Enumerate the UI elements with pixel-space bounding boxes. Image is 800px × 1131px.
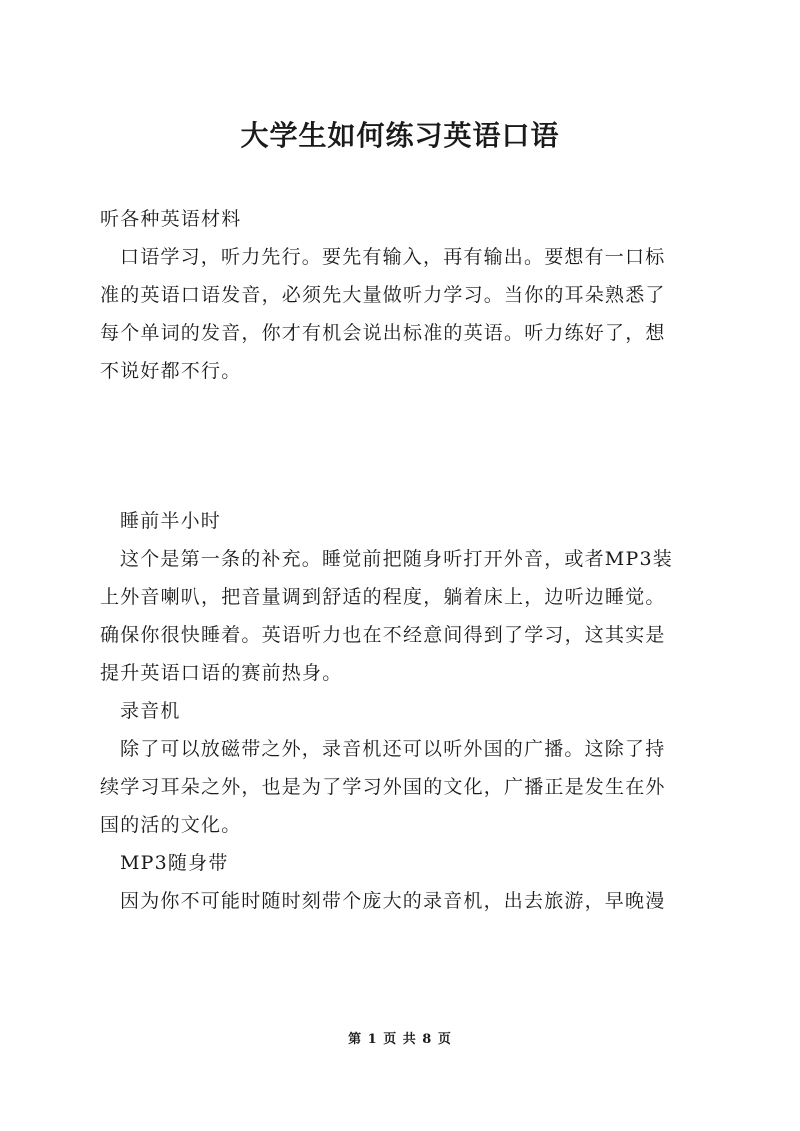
paragraph-line: 续学习耳朵之外，也是为了学习外国的文化，广播正是发生在外 (100, 776, 666, 798)
section-heading: 睡前半小时 (120, 510, 222, 532)
section-heading: 听各种英语材料 (100, 208, 242, 230)
section-heading: 录音机 (120, 700, 181, 722)
paragraph-line: 国的活的文化。 (100, 814, 242, 836)
section-spacer (100, 390, 705, 502)
paragraph-line: 提升英语口语的赛前热身。 (100, 662, 343, 684)
paragraph-line: 除了可以放磁带之外，录音机还可以听外国的广播。这除了持 (120, 738, 666, 760)
document-body (100, 200, 705, 920)
paragraph-line: 准的英语口语发音，必须先大量做听力学习。当你的耳朵熟悉了 (100, 284, 666, 306)
paragraph-line: 确保你很快睡着。英语听力也在不经意间得到了学习，这其实是 (100, 624, 666, 646)
paragraph-line: 因为你不可能时随时刻带个庞大的录音机，出去旅游，早晚漫 (120, 890, 666, 912)
paragraph-line: 上外音喇叭，把音量调到舒适的程度，躺着床上，边听边睡觉。 (100, 586, 666, 608)
paragraph-line: 每个单词的发音，你才有机会说出标准的英语。听力练好了，想 (100, 322, 666, 344)
paragraph-line: 这个是第一条的补充。睡觉前把随身听打开外音，或者MP3装 (120, 548, 673, 570)
document-title: 大学生如何练习英语口语 (240, 119, 560, 152)
page-number-footer: 第 1 页 共 8 页 (348, 1032, 452, 1047)
section-heading: MP3随身带 (120, 852, 229, 874)
paragraph-line: 不说好都不行。 (100, 360, 242, 382)
paragraph-line: 口语学习，听力先行。要先有输入，再有输出。要想有一口标 (120, 246, 666, 268)
